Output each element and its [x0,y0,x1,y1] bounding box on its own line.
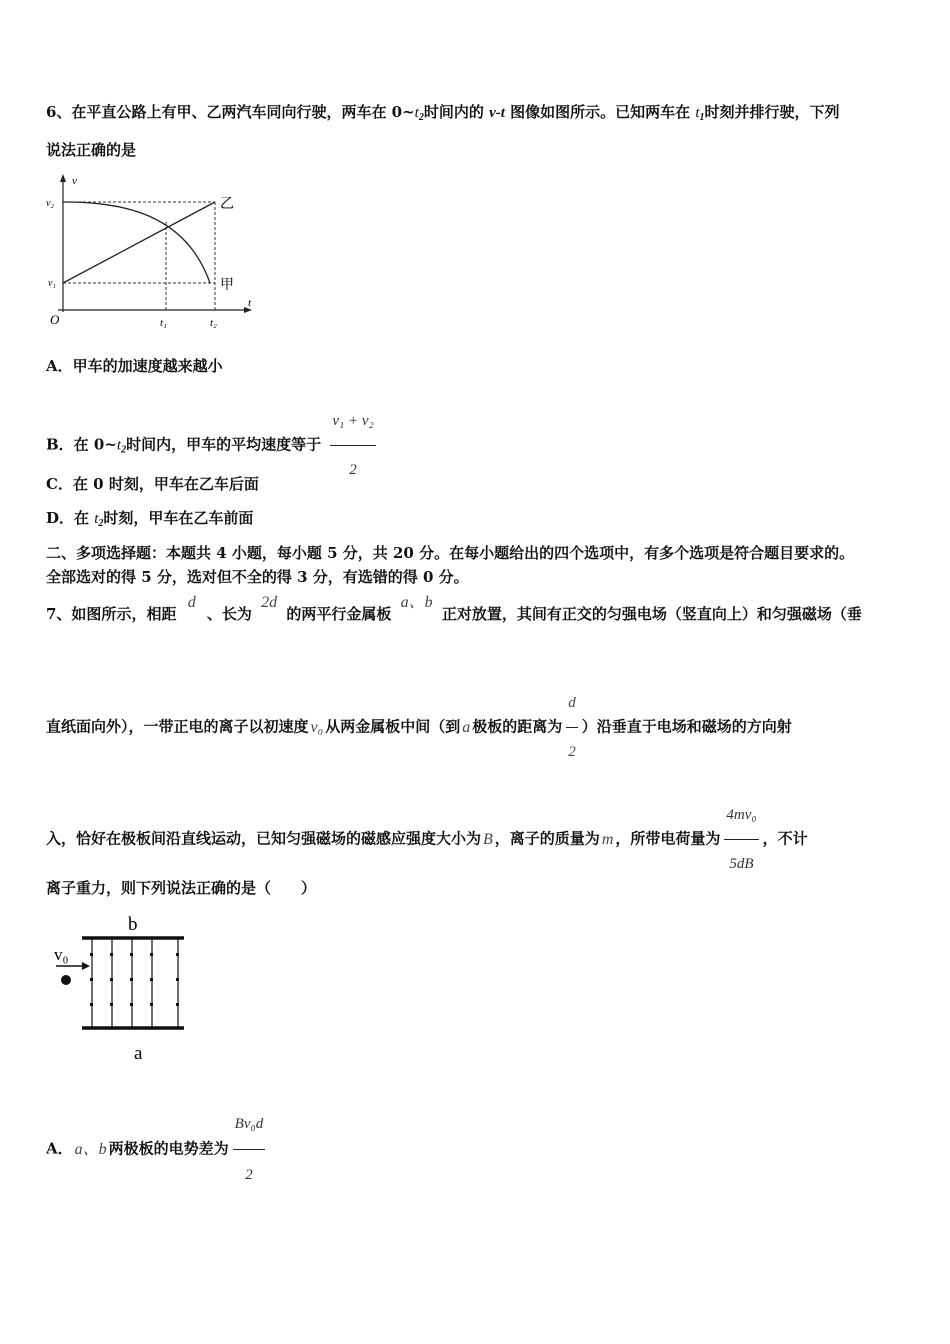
t-axis-label: t [248,297,252,309]
v-axis-label: v [72,175,77,187]
q6-option-a: A．甲车的加速度越来越小 [46,357,223,375]
v0-label: v₀ [54,945,69,964]
q6-stem-line1: 6、在平直公路上有甲、乙两汽车同向行驶，两车在 $0\sim t_2$时间内的 v-t 图像如图所示。已知两车在 $t_1$时刻并排行驶，下列 [46,103,840,123]
q7-stem-line1: 7、如图所示，相距 d 、长为 2d 的两平行金属板 a、b 正对放置，其间有正交的匀强电场（竖直向上）和匀强磁场（垂 [46,594,862,623]
t1-label: t₁ [160,317,167,329]
q6-option-d: D．在 $t_2$时刻，甲车在乙车前面 [46,509,254,529]
q7-stem-line4: 离子重力，则下列说法正确的是（ ） [46,879,317,897]
q7-stem-line2: 直纸面向外），一带正电的离子以初速度 v₀ 从两金属板中间（到 a 极板的距离为 $\frac{d}{2}$ ）沿垂直于电场和磁场的方向射 [46,680,792,775]
fraction-half-d: $\frac{d}{2}$ [566,680,578,775]
fraction-charge: $\frac{\text{4mv₀}}{5dB}$ [724,792,758,887]
jia-label: 甲 [220,278,234,293]
q6-option-c: C．在 0 时刻，甲车在乙车后面 [46,475,259,493]
q7-stem-line3: 入，恰好在极板间沿直线运动，已知匀强磁场的磁感应强度大小为 B ，离子的质量为 m ，所带电荷量为 $\frac{\text{4mv₀}}{5dB}$ ，不计 [46,792,808,887]
q6-option-b: B．在 $0\sim t_2$时间内，甲车的平均速度等于 $\frac{\text{v₁ + v₂}}{2}$ [46,398,380,493]
t2-label: t₂ [210,317,217,329]
ion-dot [61,975,71,985]
vt-graph [40,172,260,334]
origin-label: O [50,312,60,327]
section2-line1: 二、多项选择题：本题共 4 小题，每小题 5 分，共 20 分。在每小题给出的四个选项中，有多个选项是符合题目要求的。 [46,544,855,562]
y-axis-arrow [60,174,66,182]
yi-line [63,202,215,283]
plate-a-label: a [134,1043,143,1064]
plates-figure [50,908,200,1068]
plate-b-label: b [128,914,138,935]
section2-line2: 全部选对的得 5 分，选对但不全的得 3 分，有选错的得 0 分。 [46,568,469,586]
yi-label: 乙 [220,197,234,212]
v1-label: v₁ [48,278,56,289]
v2-label: v₂ [46,198,54,209]
fraction-potential-diff: $\frac{\text{Bv₀d}}{2}$ [233,1100,266,1199]
magnetic-field-dots [90,953,179,1006]
q7-option-a: A． a、b 两极板的电势差为 $\frac{\text{Bv₀d}}{2}$ [46,1100,269,1199]
fraction-avg-velocity: $\frac{\text{v₁ + v₂}}{2}$ [330,398,375,493]
velocity-arrowhead [82,962,90,970]
q6-stem-line2: 说法正确的是 [46,141,137,159]
